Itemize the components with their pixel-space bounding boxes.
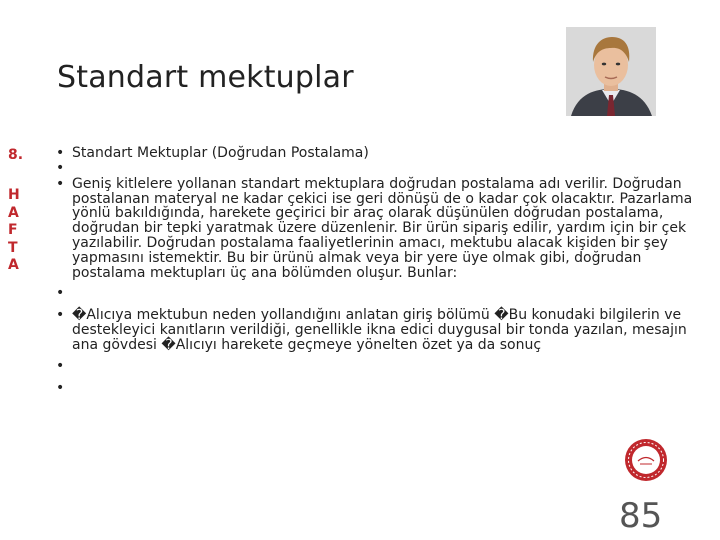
week-letter: F [8,222,18,238]
week-letter: A [8,204,19,221]
presenter-photo [566,27,656,116]
bullet-item-empty [56,359,696,375]
bullet-list [56,146,696,397]
bullet-item-empty [56,381,696,397]
university-seal-logo [624,438,668,482]
presenter-photo-image [566,27,656,116]
seal-icon [624,438,668,482]
bullet-item: • �Alıcıya mektubun neden yollandığını anlatan giriş bölümü �Bu konudaki bilgilerin ve destekleyici kanıtların verildiği, genellikle ikna edici duygusal bir tonda yazılan, mesajın ana gövdesi �Alıcıyı harekete geçmeye yönelten özet ya da sonuç [56,308,696,352]
bullet-item-empty [56,161,696,177]
week-letter: T [8,239,18,256]
week-letter: H [8,187,20,203]
week-letter: A [8,257,19,273]
bullet-item: • Standart Mektuplar (Doğrudan Postalama) [56,146,696,161]
week-sidebar [8,147,38,275]
week-label [8,187,38,275]
week-number: 8. [8,147,24,163]
bullet-item: • Geniş kitlelere yollanan standart mektuplara doğrudan postalama adı verilir. Doğrudan postalanan materyal ne kadar çekici ise geri dönüşü de o kadar çok olacaktır. Pazarlama yönlü bakıldığında, harekete geçirici bir araç olarak düşünülen doğrudan postalama, doğrudan bir tepki yaratmak üzere düzenlenir. Bir ürün sipariş edilir, yardım için bir çek yazılabilir. Doğrudan postalama faaliyetlerinin amacı, mektubu alacak kişiden bir şey yapmasını istemektir. Bu bir ürünü almak veya bir yere üye olmak gibi, doğrudan postalama mektupları üç ana bölümden oluşur. Bunlar: [56,177,696,281]
bullet-item-empty [56,286,696,302]
slide-title: Standart mektuplar [57,60,354,95]
page-number: 85 [619,496,663,536]
